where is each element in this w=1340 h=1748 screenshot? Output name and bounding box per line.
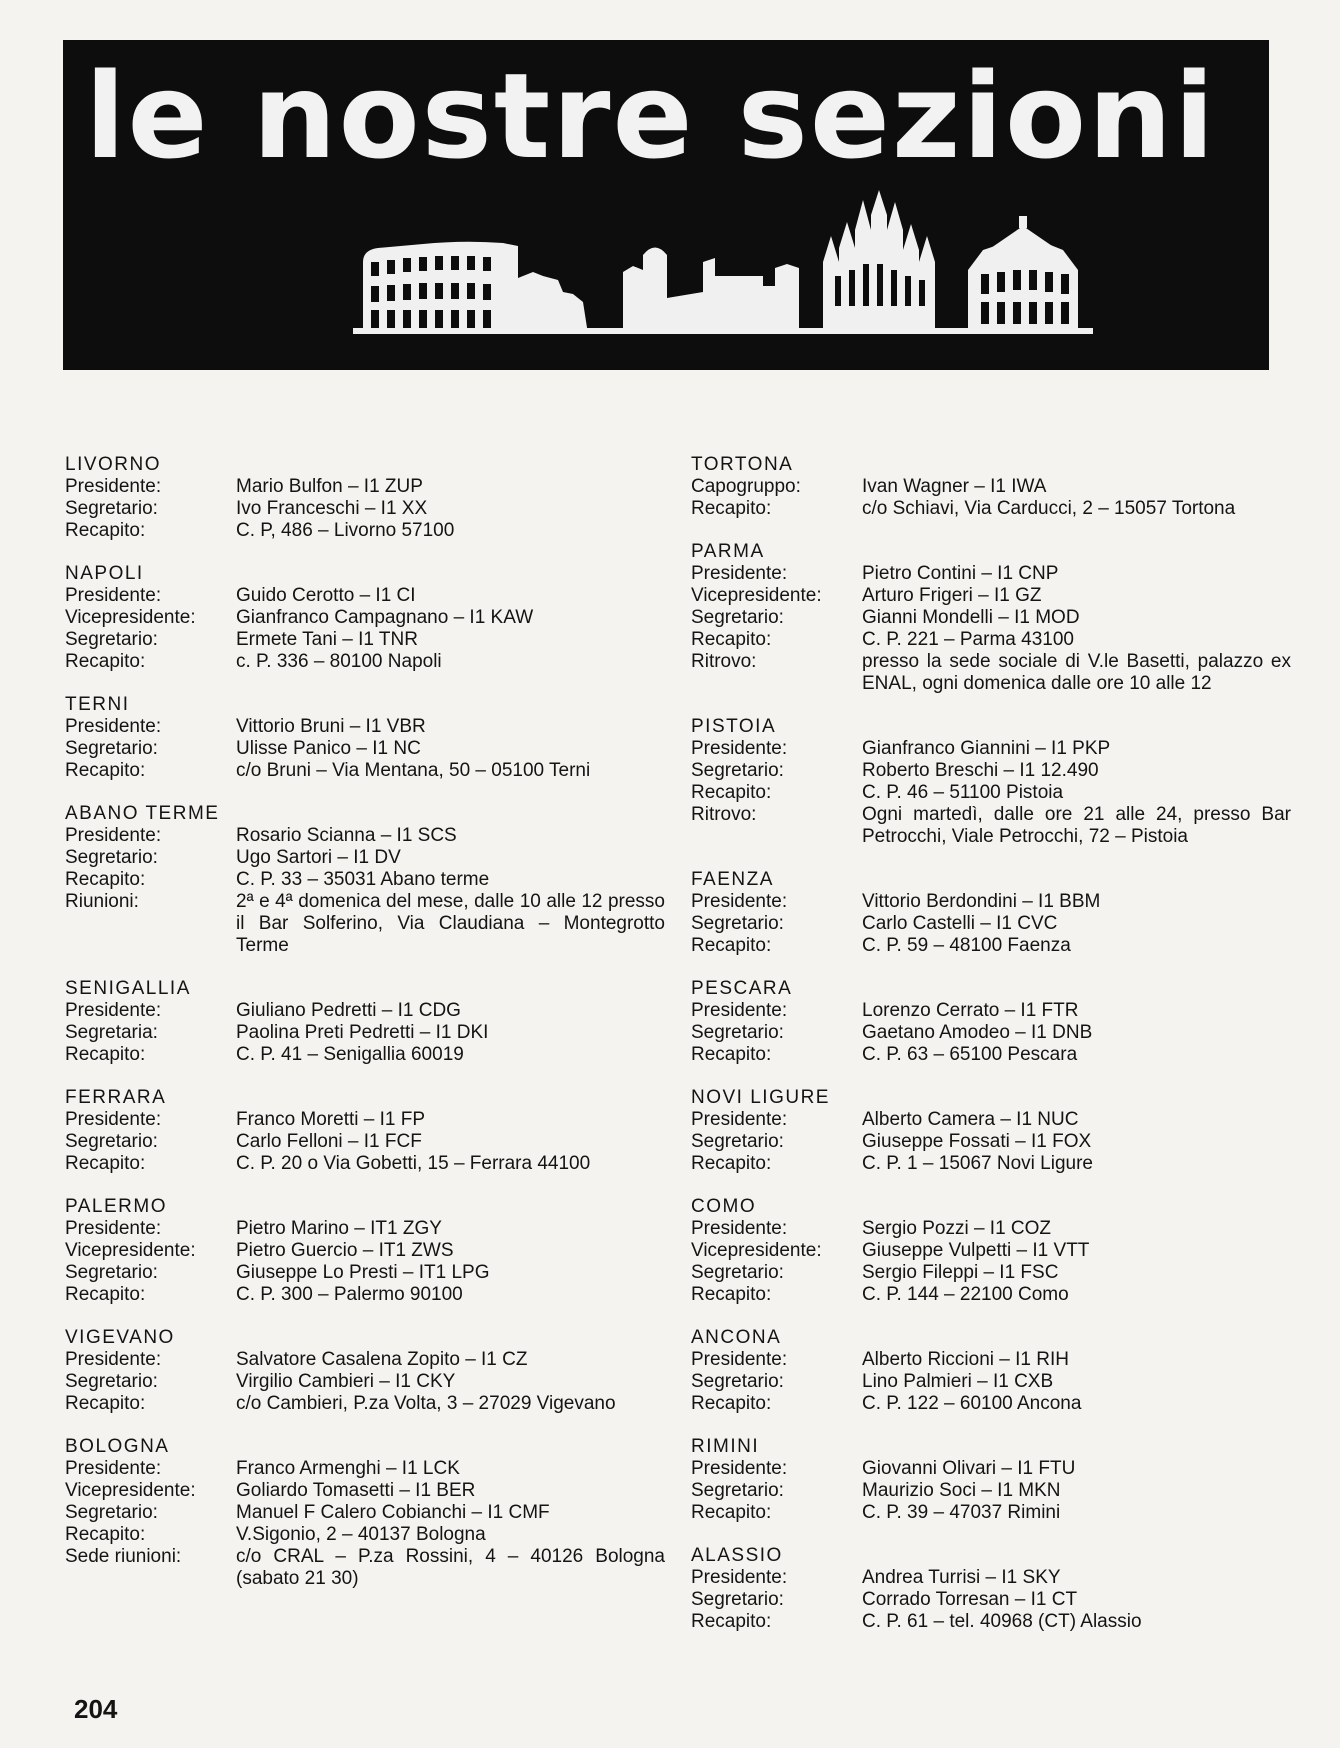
role-label: Presidente: (691, 1458, 788, 1479)
contact-row (65, 738, 665, 760)
role-value: c/o CRAL – P.za Rossini, 4 – 40126 Bologna (sabato 21 30) (236, 1546, 665, 1589)
role-label: Segretario: (65, 629, 158, 650)
role-label: Segretario: (691, 760, 784, 781)
contact-row (691, 1000, 1291, 1022)
role-label: Recapito: (691, 1393, 772, 1414)
role-label: Presidente: (691, 1567, 788, 1588)
role-label: Presidente: (691, 738, 788, 759)
contact-row (691, 498, 1291, 520)
role-value: C. P. 144 – 22100 Como (862, 1284, 1069, 1305)
role-label: Segretario: (691, 1131, 784, 1152)
contact-row (691, 585, 1291, 607)
role-label: Presidente: (691, 1349, 788, 1370)
contact-row (691, 1044, 1291, 1066)
role-value: Giuseppe Lo Presti – IT1 LPG (236, 1262, 490, 1283)
role-label: Segretaria: (65, 1022, 158, 1043)
role-value: c/o Bruni – Via Mentana, 50 – 05100 Terni (236, 760, 591, 781)
section-faenza (691, 869, 1291, 957)
role-label: Segretario: (691, 913, 784, 934)
role-label: Presidente: (65, 1349, 162, 1370)
role-label: Presidente: (65, 476, 162, 497)
section-name: ABANO TERME (65, 803, 220, 824)
role-value: C. P. 300 – Palermo 90100 (236, 1284, 463, 1305)
role-label: Presidente: (65, 716, 162, 737)
role-label: Recapito: (65, 1524, 146, 1545)
section-name: VIGEVANO (65, 1327, 175, 1348)
role-value: c/o Schiavi, Via Carducci, 2 – 15057 Tortona (862, 498, 1236, 519)
contact-row (691, 1153, 1291, 1175)
section-name: FAENZA (691, 869, 774, 890)
contact-row (65, 1262, 665, 1284)
role-label: Sede riunioni: (65, 1546, 182, 1567)
section-rimini (691, 1436, 1291, 1524)
contact-row (65, 629, 665, 651)
role-value: C. P. 59 – 48100 Faenza (862, 935, 1071, 956)
role-value: Pietro Contini – I1 CNP (862, 563, 1059, 584)
ruins-silhouette (518, 272, 588, 334)
role-value: Giuseppe Fossati – I1 FOX (862, 1131, 1092, 1152)
role-value: Pietro Guercio – IT1 ZWS (236, 1240, 454, 1261)
contact-row (65, 760, 665, 782)
role-label: Recapito: (65, 869, 146, 890)
role-value: C. P, 486 – Livorno 57100 (236, 520, 455, 541)
contact-row (65, 651, 665, 673)
contact-row (65, 1022, 665, 1044)
contact-row (691, 1022, 1291, 1044)
role-value: Sergio Pozzi – I1 COZ (862, 1218, 1052, 1239)
role-value: Gianfranco Campagnano – I1 KAW (236, 607, 534, 628)
role-value: Mario Bulfon – I1 ZUP (236, 476, 423, 497)
contact-row (65, 847, 665, 869)
contact-row (65, 520, 665, 542)
section-bologna (65, 1436, 665, 1590)
section-name: TERNI (65, 694, 130, 715)
role-value: C. P. 61 – tel. 40968 (CT) Alassio (862, 1611, 1142, 1632)
role-value: C. P. 221 – Parma 43100 (862, 629, 1074, 650)
contact-row (65, 1371, 665, 1393)
cathedral-silhouette (823, 190, 935, 334)
role-value: Gianni Mondelli – I1 MOD (862, 607, 1080, 628)
section-senigallia (65, 978, 665, 1066)
role-value: Rosario Scianna – I1 SCS (236, 825, 457, 846)
role-value: C. P. 39 – 47037 Rimini (862, 1502, 1061, 1523)
role-label: Recapito: (65, 651, 146, 672)
page-title: le nostre sezioni (85, 47, 1217, 185)
contact-row (65, 869, 665, 891)
role-label: Presidente: (691, 891, 788, 912)
section-palermo (65, 1196, 665, 1306)
section-como (691, 1196, 1291, 1306)
contact-row (691, 804, 1291, 848)
role-label: Recapito: (65, 1153, 146, 1174)
role-value: Vittorio Bruni – I1 VBR (236, 716, 426, 737)
role-label: Presidente: (65, 1218, 162, 1239)
role-label: Recapito: (65, 760, 146, 781)
contact-row (65, 1000, 665, 1022)
contact-row (65, 825, 665, 847)
role-value: V.Sigonio, 2 – 40137 Bologna (236, 1524, 486, 1545)
contact-row (65, 1044, 665, 1066)
role-value: Ermete Tani – I1 TNR (236, 629, 418, 650)
contact-row (65, 476, 665, 498)
role-label: Recapito: (65, 1284, 146, 1305)
role-label: Vicepresidente: (691, 1240, 822, 1261)
role-value: C. P. 46 – 51100 Pistoia (862, 782, 1064, 803)
contact-row (65, 1524, 665, 1546)
contact-row (691, 476, 1291, 498)
castle-silhouette (623, 248, 799, 335)
page-number: 204 (74, 1694, 118, 1724)
role-value: Carlo Felloni – I1 FCF (236, 1131, 422, 1152)
role-label: Vicepresidente: (65, 607, 196, 628)
contact-row (691, 1349, 1291, 1371)
role-value: Gianfranco Giannini – I1 PKP (862, 738, 1111, 759)
sections-right-column (691, 454, 1291, 1654)
contact-row (65, 1502, 665, 1524)
contact-row (691, 1611, 1291, 1633)
role-value: presso la sede sociale di V.le Basetti, palazzo ex ENAL, ogni domenica dalle ore 10 alle 12 (862, 651, 1291, 694)
city-skyline-illustration (63, 40, 1269, 370)
role-label: Ritrovo: (691, 804, 757, 825)
contact-row (691, 651, 1291, 695)
role-value: Alberto Riccioni – I1 RIH (862, 1349, 1069, 1370)
section-parma (691, 541, 1291, 695)
contact-row (691, 913, 1291, 935)
contact-row (65, 607, 665, 629)
role-label: Segretario: (65, 1262, 158, 1283)
contact-row (691, 1284, 1291, 1306)
contact-row (691, 738, 1291, 760)
role-label: Presidente: (691, 563, 788, 584)
contact-row (691, 1371, 1291, 1393)
contact-row (65, 716, 665, 738)
section-ferrara (65, 1087, 665, 1175)
section-name: LIVORNO (65, 454, 162, 475)
role-label: Presidente: (691, 1000, 788, 1021)
role-label: Segretario: (691, 1371, 784, 1392)
role-label: Riunioni: (65, 891, 139, 912)
section-name: PISTOIA (691, 716, 777, 737)
section-name: ANCONA (691, 1327, 782, 1348)
section-name: PESCARA (691, 978, 793, 999)
role-value: Gaetano Amodeo – I1 DNB (862, 1022, 1093, 1043)
role-value: Franco Armenghi – I1 LCK (236, 1458, 460, 1479)
contact-row (691, 1589, 1291, 1611)
role-value: Salvatore Casalena Zopito – I1 CZ (236, 1349, 528, 1370)
role-label: Recapito: (65, 1393, 146, 1414)
role-label: Recapito: (65, 520, 146, 541)
role-label: Recapito: (691, 1044, 772, 1065)
role-value: Paolina Preti Pedretti – I1 DKI (236, 1022, 489, 1043)
role-label: Recapito: (691, 1502, 772, 1523)
role-label: Presidente: (65, 1458, 162, 1479)
section-novi-ligure (691, 1087, 1291, 1175)
role-label: Segretario: (691, 1022, 784, 1043)
role-label: Vicepresidente: (691, 585, 822, 606)
section-pescara (691, 978, 1291, 1066)
section-abano-terme (65, 803, 665, 957)
contact-row (691, 1131, 1291, 1153)
role-label: Vicepresidente: (65, 1480, 196, 1501)
role-value: Ulisse Panico – I1 NC (236, 738, 421, 759)
role-value: Goliardo Tomasetti – I1 BER (236, 1480, 476, 1501)
role-label: Recapito: (691, 1284, 772, 1305)
role-value: Giovanni Olivari – I1 FTU (862, 1458, 1076, 1479)
role-label: Recapito: (691, 782, 772, 803)
role-value: Ugo Sartori – I1 DV (236, 847, 401, 868)
contact-row (65, 1218, 665, 1240)
role-value: Arturo Frigeri – I1 GZ (862, 585, 1042, 606)
contact-row (691, 607, 1291, 629)
section-tortona (691, 454, 1291, 520)
contact-row (691, 629, 1291, 651)
contact-row (65, 1458, 665, 1480)
role-value: Virgilio Cambieri – I1 CKY (236, 1371, 456, 1392)
contact-row (65, 1393, 665, 1415)
role-value: c. P. 336 – 80100 Napoli (236, 651, 442, 672)
role-value: Andrea Turrisi – I1 SKY (862, 1567, 1061, 1588)
role-value: Ivo Franceschi – I1 XX (236, 498, 428, 519)
role-label: Presidente: (691, 1109, 788, 1130)
contact-row (691, 1109, 1291, 1131)
role-label: Segretario: (65, 1131, 158, 1152)
contact-row (691, 1240, 1291, 1262)
role-label: Recapito: (691, 1153, 772, 1174)
section-alassio (691, 1545, 1291, 1633)
role-label: Segretario: (691, 1480, 784, 1501)
role-label: Segretario: (691, 1262, 784, 1283)
contact-row (691, 1480, 1291, 1502)
section-name: SENIGALLIA (65, 978, 191, 999)
contact-row (65, 1546, 665, 1590)
contact-row (691, 1393, 1291, 1415)
contact-row (691, 935, 1291, 957)
role-value: Lino Palmieri – I1 CXB (862, 1371, 1054, 1392)
role-label: Presidente: (691, 1218, 788, 1239)
role-label: Segretario: (691, 1589, 784, 1610)
section-name: PARMA (691, 541, 765, 562)
contact-row (691, 760, 1291, 782)
role-value: Giuliano Pedretti – I1 CDG (236, 1000, 461, 1021)
title-banner (63, 40, 1269, 370)
role-value: C. P. 122 – 60100 Ancona (862, 1393, 1082, 1414)
role-value: C. P. 1 – 15067 Novi Ligure (862, 1153, 1093, 1174)
section-name: FERRARA (65, 1087, 167, 1108)
contact-row (65, 1131, 665, 1153)
contact-row (65, 1480, 665, 1502)
role-value: Ogni martedì, dalle ore 21 alle 24, presso Bar Petrocchi, Viale Petrocchi, 72 – Pistoia (862, 804, 1291, 847)
contact-row (691, 891, 1291, 913)
contact-row (65, 891, 665, 957)
contact-row (65, 1349, 665, 1371)
contact-row (691, 1458, 1291, 1480)
role-label: Presidente: (65, 1000, 162, 1021)
role-label: Capogruppo: (691, 476, 801, 497)
role-value: C. P. 41 – Senigallia 60019 (236, 1044, 464, 1065)
role-value: 2ª e 4ª domenica del mese, dalle 10 alle 12 presso il Bar Solferino, Via Claudiana – Montegrotto Terme (236, 891, 665, 956)
sections-left-column (65, 454, 665, 1611)
section-terni (65, 694, 665, 782)
section-name: TORTONA (691, 454, 794, 475)
section-name: NAPOLI (65, 563, 144, 584)
role-label: Presidente: (65, 825, 162, 846)
role-label: Recapito: (691, 498, 772, 519)
section-livorno (65, 454, 665, 542)
role-value: Guido Cerotto – I1 CI (236, 585, 416, 606)
contact-row (65, 1284, 665, 1306)
section-ancona (691, 1327, 1291, 1415)
section-pistoia (691, 716, 1291, 848)
role-value: Manuel F Calero Cobianchi – I1 CMF (236, 1502, 550, 1523)
role-label: Presidente: (65, 1109, 162, 1130)
role-value: C. P. 20 o Via Gobetti, 15 – Ferrara 44100 (236, 1153, 591, 1174)
contact-row (691, 1262, 1291, 1284)
role-label: Segretario: (65, 738, 158, 759)
role-label: Recapito: (691, 935, 772, 956)
role-value: Vittorio Berdondini – I1 BBM (862, 891, 1101, 912)
role-value: C. P. 33 – 35031 Abano terme (236, 869, 490, 890)
role-value: Corrado Torresan – I1 CT (862, 1589, 1078, 1610)
section-name: COMO (691, 1196, 757, 1217)
section-napoli (65, 563, 665, 673)
role-value: Carlo Castelli – I1 CVC (862, 913, 1058, 934)
section-name: RIMINI (691, 1436, 760, 1457)
role-label: Segretario: (65, 847, 158, 868)
role-label: Segretario: (65, 1502, 158, 1523)
contact-row (691, 1502, 1291, 1524)
section-name: BOLOGNA (65, 1436, 170, 1457)
contact-row (691, 782, 1291, 804)
role-value: Franco Moretti – I1 FP (236, 1109, 426, 1130)
role-label: Recapito: (691, 629, 772, 650)
role-label: Presidente: (65, 585, 162, 606)
role-label: Segretario: (65, 498, 158, 519)
role-label: Segretario: (691, 607, 784, 628)
role-value: C. P. 63 – 65100 Pescara (862, 1044, 1078, 1065)
contact-row (65, 1240, 665, 1262)
contact-row (65, 498, 665, 520)
role-value: Roberto Breschi – I1 12.490 (862, 760, 1099, 781)
contact-row (691, 1218, 1291, 1240)
contact-row (691, 563, 1291, 585)
contact-row (65, 1153, 665, 1175)
role-value: Maurizio Soci – I1 MKN (862, 1480, 1061, 1501)
contact-row (691, 1567, 1291, 1589)
section-name: ALASSIO (691, 1545, 783, 1566)
role-value: Giuseppe Vulpetti – I1 VTT (862, 1240, 1090, 1261)
section-vigevano (65, 1327, 665, 1415)
section-name: NOVI LIGURE (691, 1087, 830, 1108)
role-label: Ritrovo: (691, 651, 757, 672)
role-value: c/o Cambieri, P.za Volta, 3 – 27029 Vigevano (236, 1393, 616, 1414)
contact-row (65, 1109, 665, 1131)
role-value: Alberto Camera – I1 NUC (862, 1109, 1079, 1130)
role-value: Ivan Wagner – I1 IWA (862, 476, 1047, 497)
section-name: PALERMO (65, 1196, 168, 1217)
role-label: Recapito: (691, 1611, 772, 1632)
role-value: Sergio Fileppi – I1 FSC (862, 1262, 1059, 1283)
role-value: Pietro Marino – IT1 ZGY (236, 1218, 442, 1239)
role-label: Segretario: (65, 1371, 158, 1392)
role-label: Vicepresidente: (65, 1240, 196, 1261)
role-value: Lorenzo Cerrato – I1 FTR (862, 1000, 1079, 1021)
role-label: Recapito: (65, 1044, 146, 1065)
contact-row (65, 585, 665, 607)
